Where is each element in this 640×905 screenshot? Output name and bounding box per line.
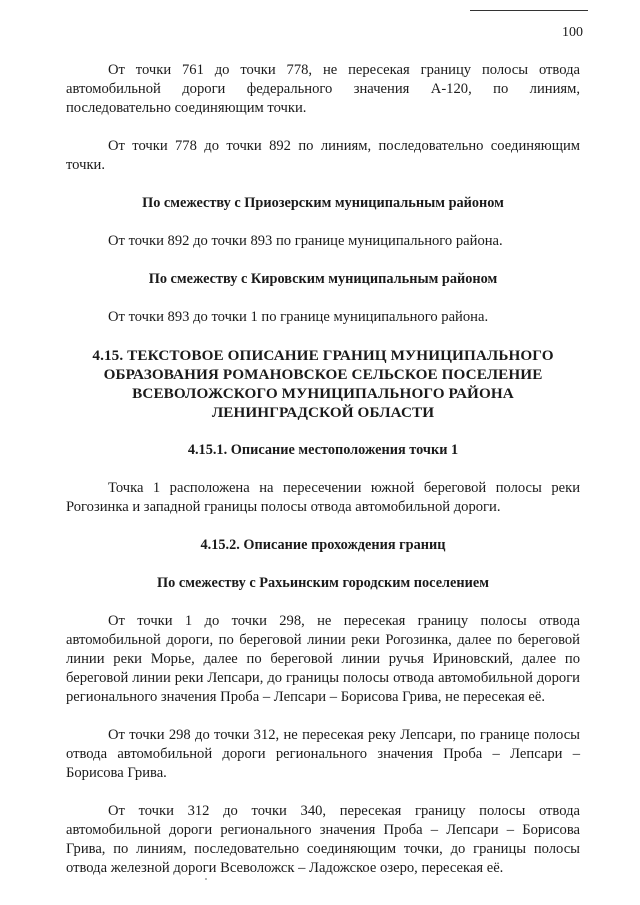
subheading: По смежеству с Кировским муниципальным районом <box>148 271 498 287</box>
paragraph: От точки 892 до точки 893 по границе муниципального района. <box>108 233 503 249</box>
subheading: По смежеству с Рахьинским городским поселением <box>157 575 489 591</box>
subsection-heading: 4.15.1. Описание местоположения точки 1 <box>187 442 459 458</box>
paragraph: Точка 1 расположена на пересечении южной береговой полосы реки Рогозинка и западной границы полосы отвода автомобильной дороги. <box>66 480 580 515</box>
paragraph: От точки 893 до точки 1 по границе муниципального района. <box>108 309 489 325</box>
paragraph: От точки 1 до точки 298, не пересекая границу полосы отвода автомобильной дороги, по береговой линии реки Рогозинка, далее по береговой линии реки Морье, далее по береговой линии ручья Ириновский, далее по береговой линии реки Лепсари, до границы полосы отвода автомобильной дороги регионального значения Проба – Лепсари – Борисова Грива, не пересекая её. <box>66 613 580 705</box>
document-body <box>66 61 580 878</box>
page-number: 100 <box>562 25 583 40</box>
scan-speck <box>205 878 207 880</box>
subsection-heading: 4.15.2. Описание прохождения границ <box>200 537 446 553</box>
header-rule <box>470 10 588 11</box>
paragraph: От точки 778 до точки 892 по линиям, последовательно соединяющим точки. <box>66 138 580 173</box>
subheading: По смежеству с Приозерским муниципальным районом <box>142 195 504 211</box>
paragraph: От точки 761 до точки 778, не пересекая границу полосы отвода автомобильной дороги федерального значения А-120, по линиям, последовательно соединяющим точки. <box>66 62 580 116</box>
section-heading: 4.15. ТЕКСТОВОЕ ОПИСАНИЕ ГРАНИЦ МУНИЦИПАЛЬНОГО ОБРАЗОВАНИЯ РОМАНОВСКОЕ СЕЛЬСКОЕ ПОСЕЛЕНИЕ ВСЕВОЛОЖСКОГО МУНИЦИПАЛЬНОГО РАЙОНА ЛЕНИНГРАДСКОЙ ОБЛАСТИ <box>92 347 554 421</box>
paragraph: От точки 298 до точки 312, не пересекая реку Лепсари, по границе полосы отвода автомобильной дороги регионального значения Проба – Лепсари – Борисова Грива. <box>66 727 580 781</box>
paragraph: От точки 312 до точки 340, пересекая границу полосы отвода автомобильной дороги регионального значения Проба – Лепсари – Борисова Грива, по линиям, последовательно соединяющим точки, до границы полосы отвода железной дороги Всеволожск – Ладожское озеро, пересекая её. <box>66 803 580 876</box>
